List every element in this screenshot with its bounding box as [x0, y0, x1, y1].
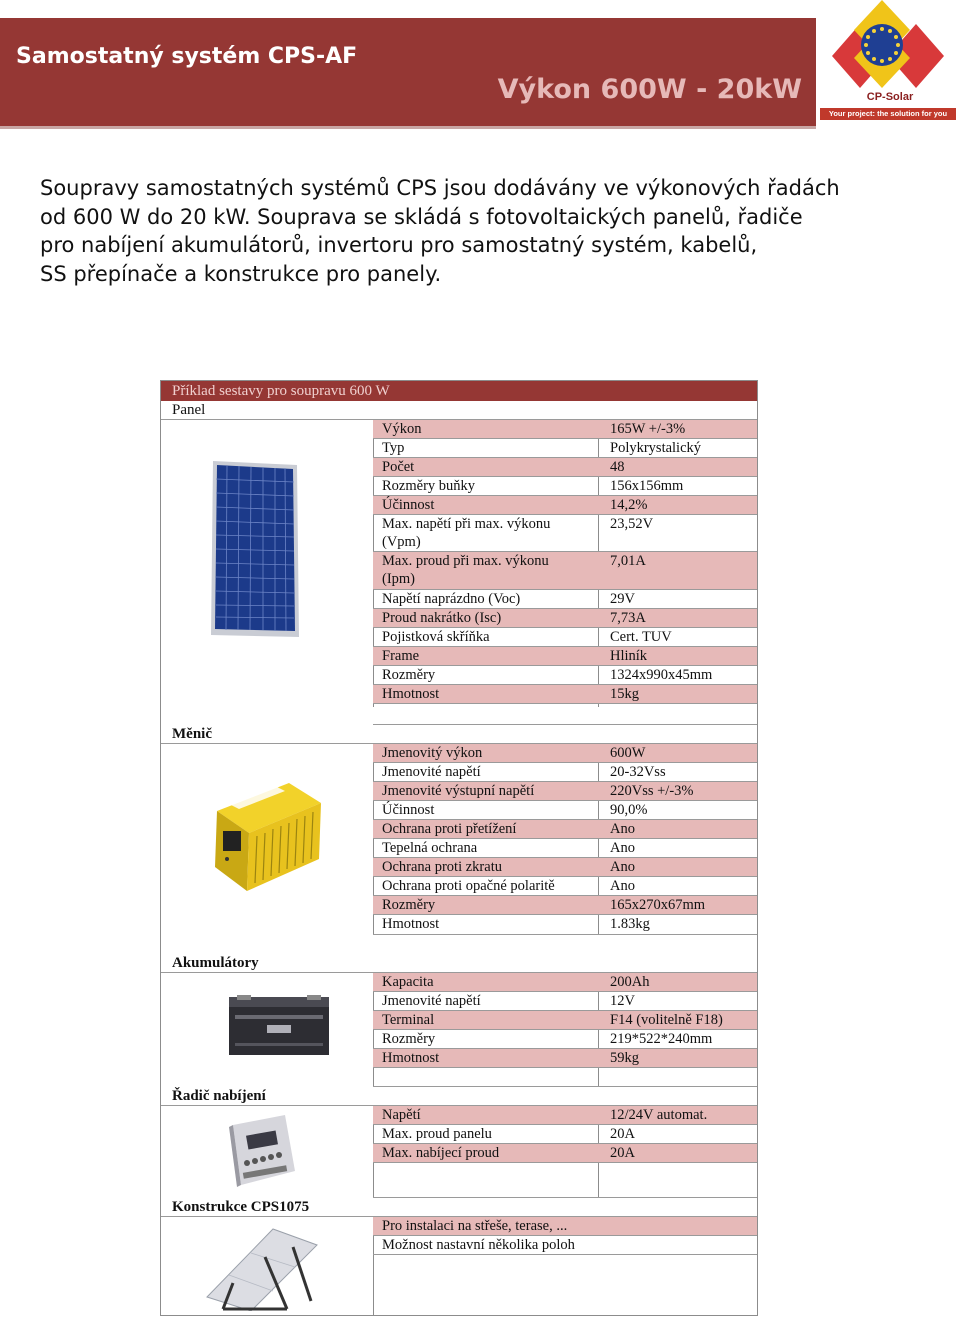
table-row: Ochrana proti přetížení Ano [373, 820, 757, 839]
configuration-table [160, 380, 758, 1316]
table-row: Rozměry buňky 156x156mm [373, 477, 757, 496]
table-row: Rozměry 1324x990x45mm [373, 666, 757, 685]
table-row: Typ Polykrystalický [373, 439, 757, 458]
table-row: Proud nakrátko (Isc) 7,73A [373, 609, 757, 628]
intro-line: SS přepínače a konstrukce pro panely. [40, 261, 442, 286]
table-row: Hmotnost 59kg [373, 1049, 757, 1068]
table-row: Terminal F14 (volitelně F18) [373, 1011, 757, 1030]
table-row: Účinnost 90,0% [373, 801, 757, 820]
table-row: Pojistková skříňka Cert. TUV [373, 628, 757, 647]
logo-tagline: Your project: the solution for you [820, 108, 956, 120]
table-row: Ochrana proti zkratu Ano [373, 858, 757, 877]
page-title: Samostatný systém CPS-AF [16, 44, 358, 69]
table-row [373, 1163, 757, 1198]
section-mount-title: Konstrukce CPS1075 [161, 1198, 757, 1217]
table-row: Kapacita 200Ah [373, 973, 757, 992]
table-row: Hmotnost 15kg [373, 685, 757, 704]
table-row: Napětí naprázdno (Voc) 29V [373, 590, 757, 609]
table-row [373, 704, 757, 725]
header-banner [0, 18, 816, 129]
table-row: Možnost nastavní několika poloh [373, 1236, 757, 1255]
table-row: Max. napětí při max. výkonu (Vpm) 23,52V [373, 515, 757, 552]
table-row: Počet 48 [373, 458, 757, 477]
table-row: Max. proud panelu 20A [373, 1125, 757, 1144]
intro-line: Soupravy samostatných systémů CPS jsou dodávány ve výkonových řadách [40, 176, 840, 200]
table-row: Tepelná ochrana Ano [373, 839, 757, 858]
battery-image [227, 995, 331, 1057]
table-row: Napětí 12/24V automat. [373, 1106, 757, 1125]
page-subtitle: Výkon 600W - 20kW [497, 74, 802, 105]
cp-solar-logo [818, 0, 958, 122]
charge-controller-image [229, 1113, 299, 1187]
table-row: Max. nabíjecí proud 20A [373, 1144, 757, 1163]
section-battery-title: Akumulátory [161, 954, 757, 973]
table-row: Max. proud při max. výkonu (Ipm) 7,01A [373, 552, 757, 590]
inverter-image [215, 781, 323, 893]
intro-line: pro nabíjení akumulátorů, invertoru pro samostatný systém, kabelů, [40, 233, 758, 257]
intro-paragraph [40, 174, 840, 288]
section-panel-title: Panel [161, 401, 757, 420]
logo-name: CP-Solar [866, 91, 914, 103]
table-row: Jmenovité výstupní napětí 220Vss +/-3% [373, 782, 757, 801]
table-row: Rozměry 165x270x67mm [373, 896, 757, 915]
table-row: Hmotnost 1.83kg [373, 915, 757, 935]
table-row: Jmenovité napětí 20-32Vss [373, 763, 757, 782]
table-row [373, 1068, 757, 1087]
table-row: Účinnost 14,2% [373, 496, 757, 515]
table-row: Pro instalaci na střeše, terase, ... [373, 1217, 757, 1236]
solar-panel-image [209, 459, 301, 639]
intro-line: od 600 W do 20 kW. Souprava se skládá s fotovoltaických panelů, řadiče [40, 204, 803, 229]
table-row: Výkon 165W +/-3% [373, 420, 757, 439]
section-controller-title: Řadič nabíjení [161, 1087, 757, 1106]
table-row: Jmenovité napětí 12V [373, 992, 757, 1011]
table-row: Jmenovitý výkon 600W [373, 744, 757, 763]
table-header: Příklad sestavy pro soupravu 600 W [161, 381, 757, 401]
section-inverter-title: Měnič [161, 725, 757, 744]
table-row: Rozměry 219*522*240mm [373, 1030, 757, 1049]
table-row: Frame Hliník [373, 647, 757, 666]
table-row: Ochrana proti opačné polaritě Ano [373, 877, 757, 896]
mounting-structure-image [203, 1227, 321, 1311]
